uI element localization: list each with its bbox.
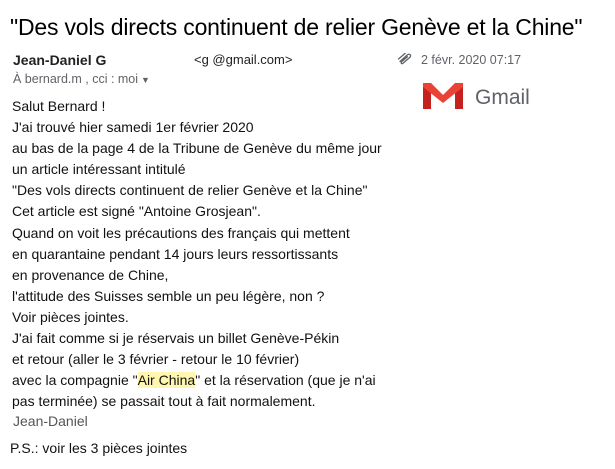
body-line-airchina <box>12 370 382 391</box>
recipient-text: À bernard.m , cci : moi <box>13 72 139 86</box>
body-line: Voir pièces jointes. <box>12 308 129 325</box>
signature: Jean-Daniel <box>13 413 88 429</box>
body-line: "Des vols directs continuent de relier Genève et la Chine" <box>12 182 368 199</box>
airchina-after: " et la réservation (que je n'ai <box>195 372 376 389</box>
sender-name: Jean-Daniel G <box>13 52 107 68</box>
email-subject: "Des vols directs continuent de relier Genève et la Chine" <box>10 14 583 40</box>
gmail-wordmark: Gmail <box>475 86 530 109</box>
body-line: pas terminée) se passait tout à fait normalement. <box>12 393 316 410</box>
body-line: au bas de la page 4 de la Tribune de Genève du même jour <box>12 140 382 157</box>
postscript: P.S.: voir les 3 pièces jointes <box>10 440 188 456</box>
body-line: Salut Bernard ! <box>12 98 106 114</box>
paperclip-icon[interactable] <box>397 53 413 65</box>
body-line: et retour (aller le 3 février - retour le 10 février) <box>12 351 300 368</box>
body-line: un article intéressant intitulé <box>12 161 186 178</box>
body-line: Quand on voit les précautions des français qui mettent <box>12 224 350 241</box>
recipient-line[interactable] <box>13 72 150 86</box>
email-date: 2 févr. 2020 07:17 <box>421 53 522 67</box>
airchina-before: avec la compagnie " <box>12 372 138 389</box>
chevron-down-icon[interactable]: ▼ <box>141 75 150 85</box>
body-line: en provenance de Chine, <box>12 266 169 283</box>
body-line: l'attitude des Suisses semble un peu légère, non ? <box>12 287 325 304</box>
air-china-highlight: Air China <box>137 372 196 389</box>
email-body <box>12 96 382 412</box>
body-line: en quarantaine pendant 14 jours leurs ressortissants <box>12 245 339 262</box>
gmail-m-icon <box>423 83 463 109</box>
body-line: J'ai trouvé hier samedi 1er février 2020 <box>12 119 254 136</box>
sender-email: <g @gmail.com> <box>194 52 293 67</box>
body-line: J'ai fait comme si je réservais un billet Genève-Pékin <box>12 330 340 347</box>
body-line: Cet article est signé "Antoine Grosjean". <box>12 203 261 220</box>
